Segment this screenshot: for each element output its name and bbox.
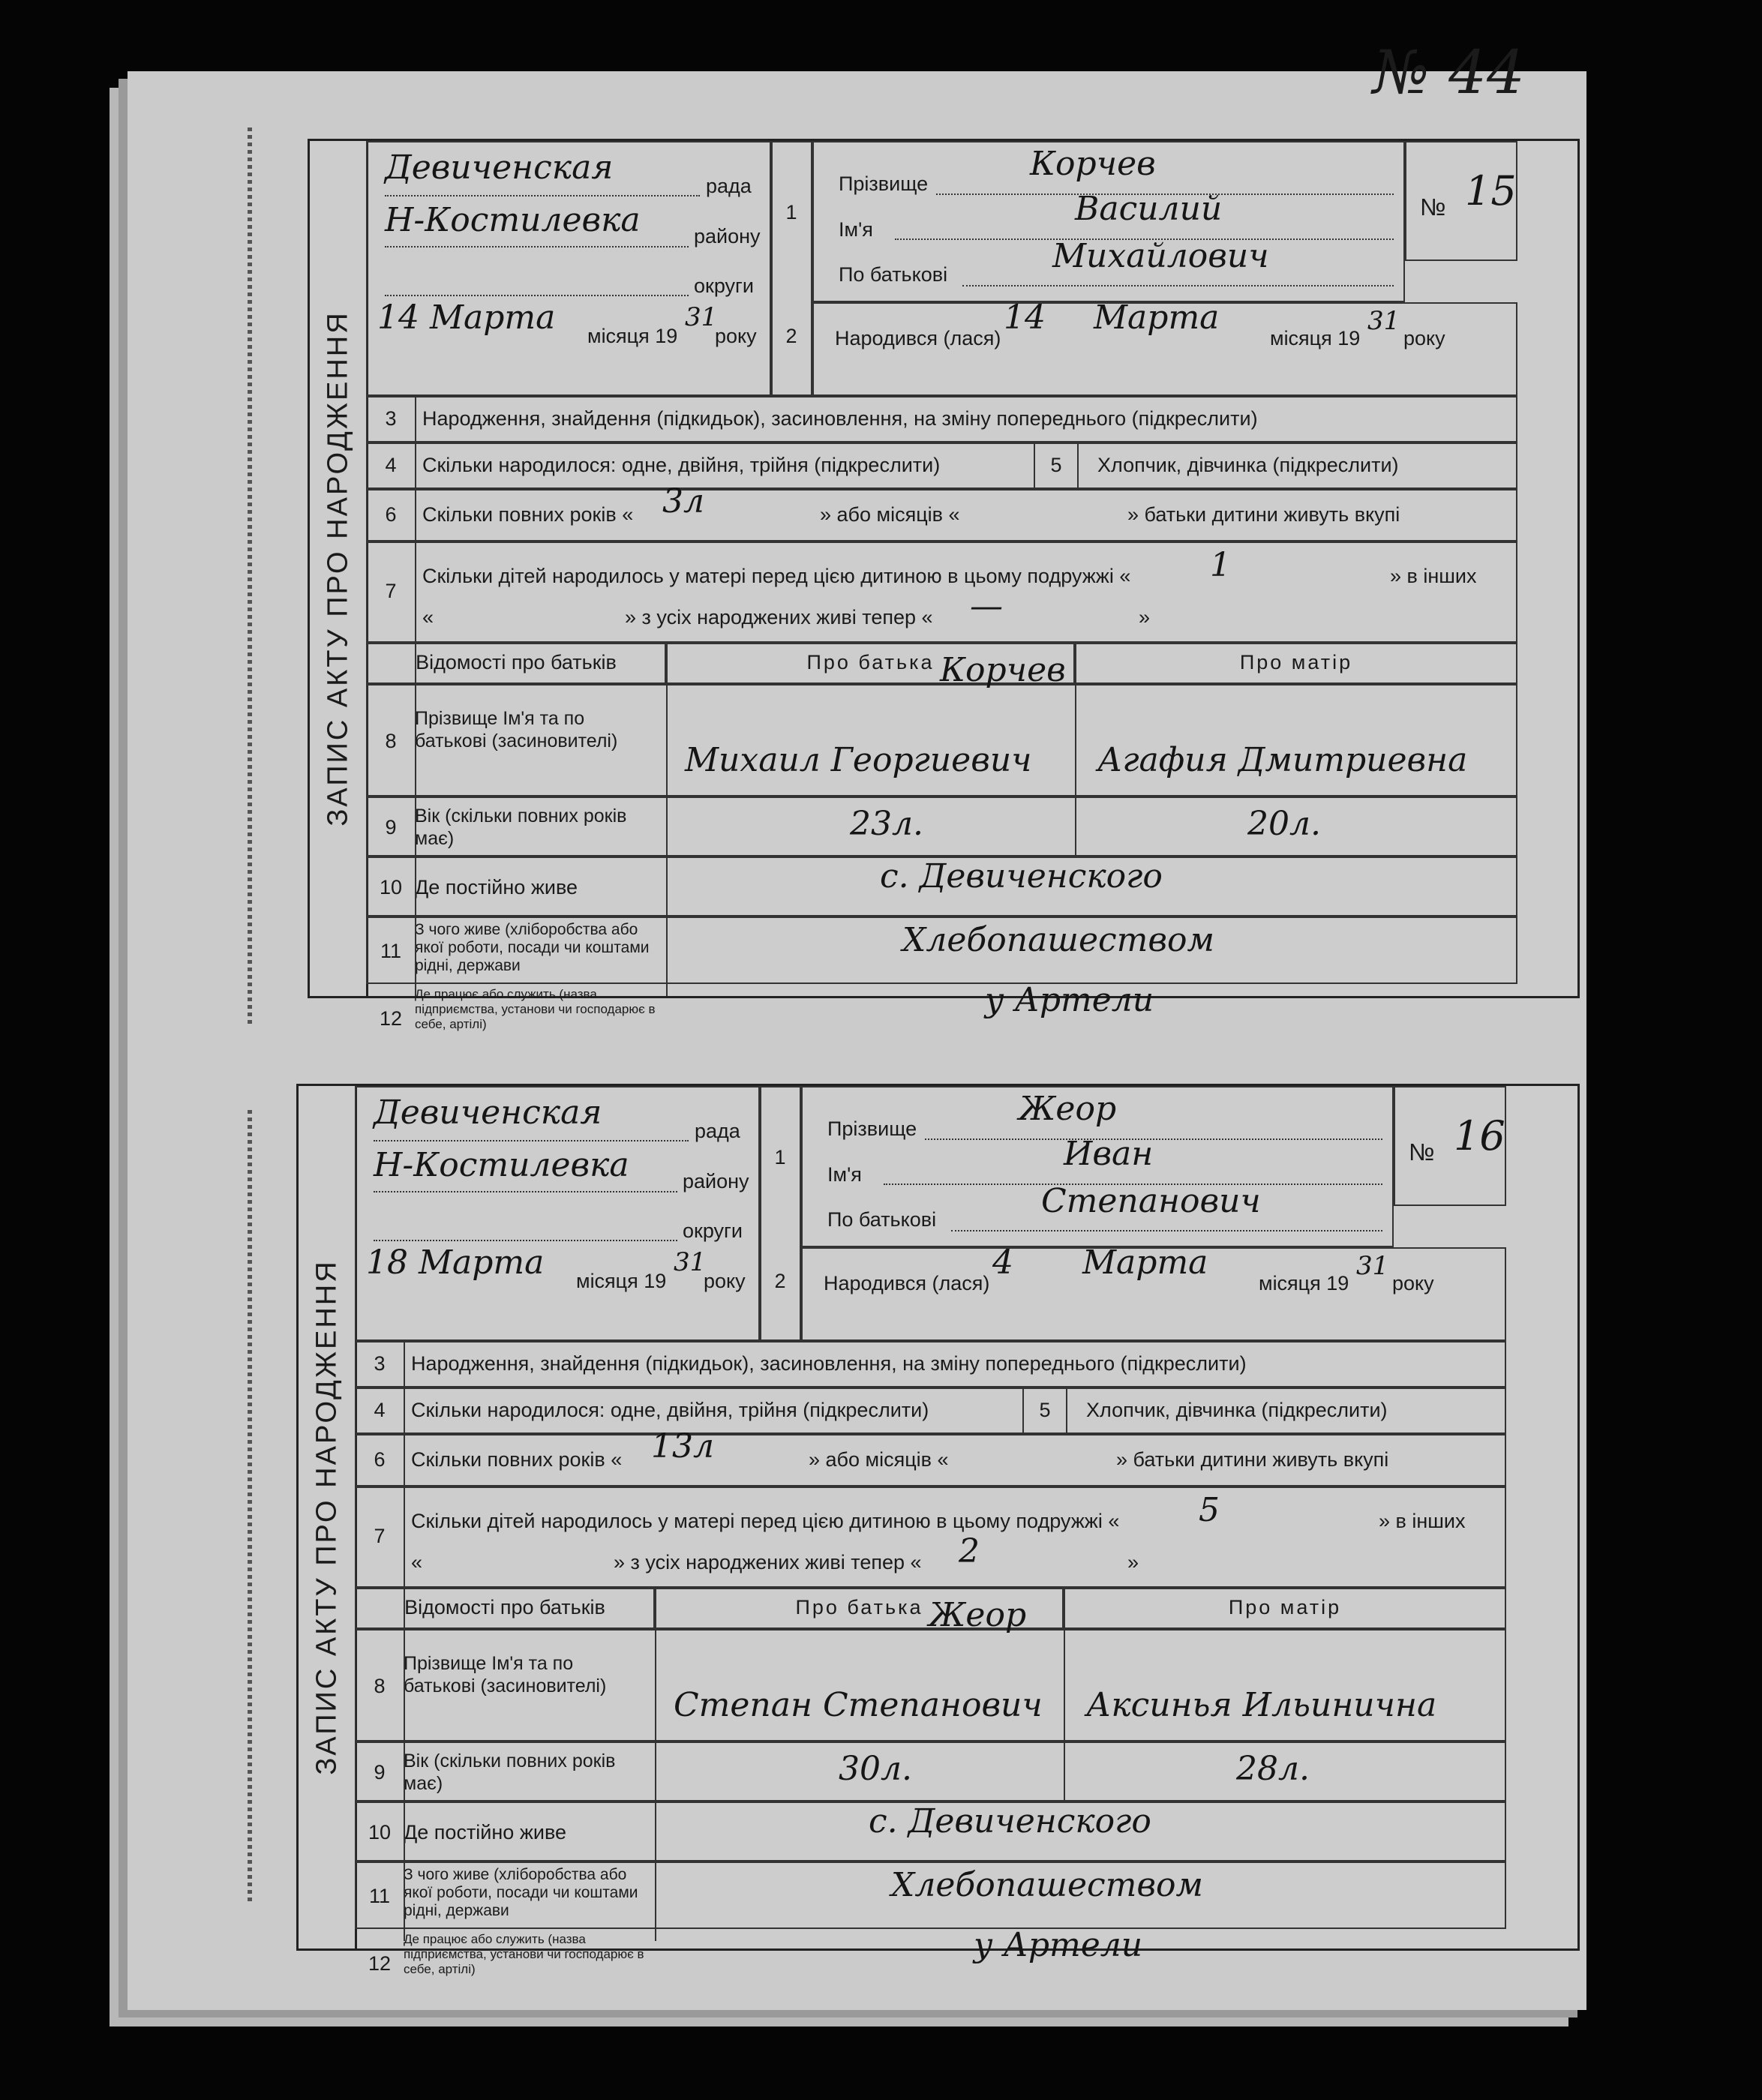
row-7-text-d: » з усіх народжених живі тепер « — [625, 606, 933, 628]
row-number: 10 — [368, 1821, 392, 1844]
name-label: Ім'я — [839, 218, 873, 241]
surname-label: Прізвище — [839, 172, 929, 195]
number-column-divider — [415, 396, 416, 996]
row-number: 2 — [774, 1270, 786, 1292]
row-7-text-c: « — [411, 1551, 423, 1574]
row-6-text-a: Скільки повних років « — [411, 1448, 623, 1471]
binding-stitch — [248, 1110, 252, 1905]
mother-age-value: 28л. — [1236, 1750, 1310, 1788]
row-number: 4 — [385, 454, 397, 476]
born-year-label: року — [1403, 327, 1445, 350]
row-6-text-c: » батьки дитини живуть вкупі — [1116, 1448, 1389, 1471]
registration-month-label: місяця 19 — [576, 1270, 667, 1292]
row-3-text: Народження, знайдення (підкидьок), засиновлення, на зміну попереднього (підкреслити) — [422, 407, 1258, 430]
row-number-column — [760, 1086, 801, 1341]
row-number: 2 — [785, 325, 797, 347]
patronymic-label: По батькові — [839, 263, 948, 286]
row-7-text-e: » — [1139, 606, 1151, 628]
row-number: 11 — [380, 940, 402, 962]
rada-label: рада — [695, 1120, 740, 1142]
column-divider — [666, 684, 668, 996]
row-6-text-b: » або місяців « — [820, 503, 960, 526]
record-side-title — [310, 141, 368, 996]
row-7-text-d: » з усіх народжених живі тепер « — [614, 1551, 922, 1574]
row-6-years-value: 13л — [651, 1427, 715, 1466]
row-4-text: Скільки народилося: одне, двійня, трійня (підкреслити) — [411, 1399, 929, 1421]
record-number-label: № — [1420, 194, 1446, 220]
dotted-line — [951, 1230, 1382, 1232]
mother-header: Про матір — [1239, 651, 1353, 674]
raion-value: Н-Костилевка — [374, 1146, 629, 1184]
row-7-living-value: — — [970, 587, 1003, 626]
dotted-line — [374, 1240, 677, 1241]
row-7-text-a: Скільки дітей народилось у матері перед цією дитиною в цьому подружжі « — [411, 1510, 1120, 1532]
row-7-children-value: 5 — [1199, 1491, 1220, 1529]
row-number: 9 — [374, 1761, 386, 1784]
row-7 — [366, 542, 1517, 643]
father-name-value: Степан Степанович — [674, 1686, 1043, 1724]
dotted-line — [385, 246, 689, 248]
row-number: 7 — [385, 580, 397, 602]
raion-value: Н-Костилевка — [385, 201, 641, 239]
born-year-value: 31 — [1356, 1251, 1389, 1281]
row-9-label: Вік (скільки повних років має) — [415, 806, 627, 849]
row-number: 3 — [374, 1352, 386, 1375]
record-number-label: № — [1409, 1138, 1435, 1166]
income-value: Хлебопашеством — [902, 921, 1214, 959]
row-12-label: Де працює або служить (назва підприємства, установи чи господарює в себе, артілі) — [415, 987, 656, 1031]
name-label: Ім'я — [827, 1163, 862, 1186]
registration-date-value: 18 Марта — [366, 1244, 545, 1282]
row-number: 5 — [1039, 1399, 1051, 1421]
child-surname-value: Жеор — [1019, 1090, 1117, 1128]
row-number-column — [771, 141, 812, 396]
income-value: Хлебопашеством — [891, 1866, 1203, 1904]
okrug-label: округи — [683, 1220, 743, 1242]
row-number: 3 — [385, 407, 397, 430]
child-name-value: Василий — [1075, 190, 1223, 228]
dotted-line — [374, 1140, 689, 1142]
work-value: у Артели — [985, 981, 1154, 1019]
father-surname-value: Жеор — [929, 1596, 1027, 1634]
father-name-value: Михаил Георгиевич — [685, 741, 1032, 779]
row-10-label: Де постійно живе — [415, 876, 578, 898]
dotted-line — [962, 285, 1394, 286]
row-7-text-e: » — [1127, 1551, 1139, 1574]
column-divider — [1064, 1629, 1065, 1802]
row-number: 10 — [379, 876, 403, 898]
born-month-value: Марта — [1094, 298, 1220, 337]
rada-value: Девиченская — [385, 148, 614, 187]
born-month-label: місяця 19 — [1259, 1272, 1349, 1294]
birth-record-16 — [296, 1084, 1580, 1976]
rada-value: Девиченская — [374, 1094, 602, 1132]
row-number: 11 — [368, 1885, 391, 1907]
rada-label: рада — [706, 175, 752, 197]
father-header: Про батька — [795, 1596, 923, 1618]
record-side-title — [299, 1086, 357, 1948]
registration-year-label: року — [715, 325, 757, 347]
row-9-label: Вік (скільки повних років має) — [404, 1750, 616, 1794]
row-5-text: Хлопчик, дівчинка (підкреслити) — [1086, 1399, 1388, 1421]
row-8-label: Прізвище Ім'я та по батькові (засиновителі) — [404, 1653, 607, 1696]
row-number: 1 — [785, 201, 797, 224]
birth-record-15 — [308, 139, 1580, 1031]
row-7 — [355, 1486, 1506, 1588]
row-6-years-value: 3л — [662, 482, 705, 520]
record-number-value: 15 — [1465, 167, 1517, 214]
child-patronymic-value: Михайлович — [1052, 237, 1269, 275]
row-number: 12 — [379, 1007, 403, 1030]
row-11-label: З чого живе (хліборобства або якої роботи, посади чи коштами рідні, держави — [415, 921, 650, 974]
born-month-label: місяця 19 — [1270, 327, 1361, 350]
born-label: Народився (лася) — [835, 327, 1001, 350]
row-7-text-b: » в інших — [1379, 1510, 1466, 1532]
parents-header: Відомості про батьків — [416, 651, 617, 674]
registration-year-value: 31 — [674, 1247, 707, 1277]
column-divider — [655, 1629, 656, 1941]
mother-header: Про матір — [1228, 1596, 1342, 1618]
okrug-label: округи — [694, 274, 754, 297]
row-4-text: Скільки народилося: одне, двійня, трійня (підкреслити) — [422, 454, 941, 476]
dotted-line — [385, 195, 700, 196]
column-divider — [1075, 684, 1076, 856]
row-12-label: Де працює або служить (назва підприємства, установи чи господарює в себе, артілі) — [404, 1932, 644, 1976]
dotted-line — [385, 295, 689, 296]
raion-label: району — [694, 225, 761, 248]
work-value: у Артели — [974, 1926, 1143, 1964]
dotted-line — [374, 1191, 677, 1192]
row-7-living-value: 2 — [959, 1532, 980, 1570]
row-number: 1 — [774, 1146, 786, 1168]
patronymic-label: По батькові — [827, 1208, 937, 1231]
row-number: 12 — [368, 1952, 392, 1975]
row-3-text: Народження, знайдення (підкидьок), засиновлення, на зміну попереднього (підкреслити) — [411, 1352, 1247, 1375]
binding-stitch — [248, 128, 252, 1028]
row-8-label: Прізвище Ім'я та по батькові (засиновителі) — [415, 708, 618, 752]
row-5-text: Хлопчик, дівчинка (підкреслити) — [1097, 454, 1399, 476]
row-number: 6 — [385, 503, 397, 526]
row-number: 8 — [385, 730, 397, 752]
mother-name-value: Аксинья Ильинична — [1086, 1686, 1437, 1724]
mother-age-value: 20л. — [1247, 805, 1321, 843]
born-year-label: року — [1392, 1272, 1434, 1294]
row-6-text-c: » батьки дитини живуть вкупі — [1127, 503, 1400, 526]
mother-name-value: Агафия Дмитриевна — [1097, 741, 1468, 779]
father-age-value: 30л. — [839, 1750, 912, 1788]
row-number: 6 — [374, 1448, 386, 1471]
born-day-value: 4 — [992, 1244, 1013, 1282]
father-header: Про батька — [806, 651, 935, 674]
raion-label: району — [683, 1170, 749, 1192]
registration-date-value: 14 Марта — [377, 298, 556, 337]
residence-value: с. Девиченского — [869, 1802, 1151, 1840]
born-year-value: 31 — [1367, 306, 1400, 336]
father-surname-value: Корчев — [940, 651, 1066, 689]
father-age-value: 23л. — [850, 805, 923, 843]
row-7-text-a: Скільки дітей народилось у матері перед цією дитиною в цьому подружжі « — [422, 565, 1131, 587]
corner-note: № 44 — [1373, 38, 1525, 107]
side-title-text: ЗАПИС АКТУ ПРО НАРОДЖЕННЯ — [311, 1259, 342, 1775]
row-11-label: З чого живе (хліборобства або якої роботи, посади чи коштами рідні, держави — [404, 1866, 638, 1919]
row-6-text-a: Скільки повних років « — [422, 503, 634, 526]
child-surname-value: Корчев — [1030, 145, 1156, 183]
number-column-divider — [404, 1341, 405, 1941]
born-month-value: Марта — [1082, 1244, 1208, 1282]
row-number: 8 — [374, 1675, 386, 1697]
born-day-value: 14 — [1004, 298, 1046, 337]
row-number: 9 — [385, 816, 397, 838]
row-7-text-b: » в інших — [1390, 565, 1477, 587]
dotted-line — [925, 1138, 1382, 1140]
record-number-value: 16 — [1454, 1112, 1505, 1160]
row-10-label: Де постійно живе — [404, 1821, 567, 1844]
row-7-children-value: 1 — [1210, 546, 1231, 584]
registration-year-value: 31 — [685, 302, 718, 332]
parents-header: Відомості про батьків — [404, 1596, 605, 1618]
side-title-text: ЗАПИС АКТУ ПРО НАРОДЖЕННЯ — [322, 310, 353, 826]
registration-year-label: року — [704, 1270, 746, 1292]
row-7-text-c: « — [422, 606, 434, 628]
row-6-text-b: » або місяців « — [809, 1448, 949, 1471]
child-name-value: Иван — [1064, 1135, 1154, 1173]
registration-month-label: місяця 19 — [587, 325, 678, 347]
surname-label: Прізвище — [827, 1118, 917, 1140]
child-patronymic-value: Степанович — [1041, 1182, 1261, 1220]
row-number: 5 — [1050, 454, 1062, 476]
row-number: 7 — [374, 1525, 386, 1547]
residence-value: с. Девиченского — [880, 857, 1163, 896]
born-label: Народився (лася) — [824, 1272, 990, 1294]
row-number: 4 — [374, 1399, 386, 1421]
